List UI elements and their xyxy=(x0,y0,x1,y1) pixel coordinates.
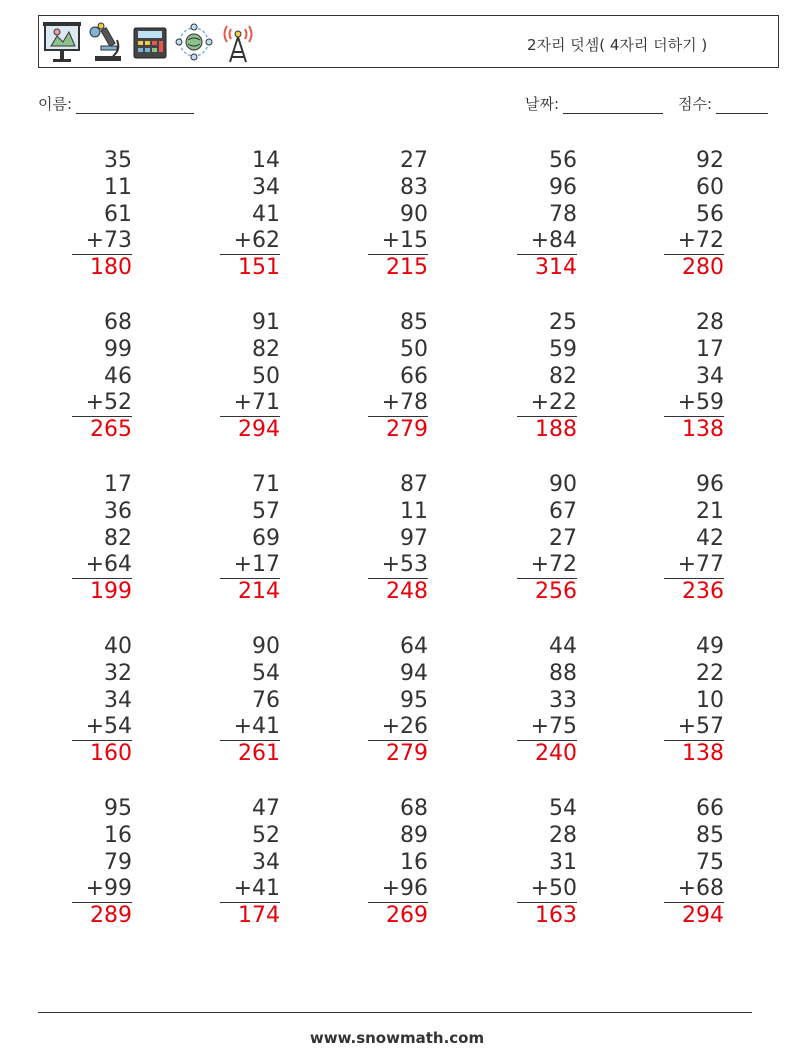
plus-addend: +17 xyxy=(220,552,280,579)
answer: 138 xyxy=(682,417,724,443)
addend: 16 xyxy=(104,822,132,848)
addend: 50 xyxy=(400,336,428,362)
addend: 78 xyxy=(549,201,577,227)
addend: 40 xyxy=(104,634,132,659)
addition-problem xyxy=(72,634,132,768)
addend: 31 xyxy=(549,849,577,875)
addition-problem xyxy=(517,310,577,444)
addition-problem xyxy=(220,148,280,282)
addend: 90 xyxy=(400,201,428,227)
addend: 28 xyxy=(696,310,724,335)
addend: 34 xyxy=(104,687,132,713)
addition-problem xyxy=(664,148,724,282)
answer: 294 xyxy=(682,903,724,929)
addition-problem xyxy=(517,634,577,768)
addend: 68 xyxy=(104,310,132,335)
addend: 82 xyxy=(104,525,132,551)
addend: 17 xyxy=(104,472,132,497)
addend: 75 xyxy=(696,849,724,875)
answer: 248 xyxy=(386,579,428,605)
addend: 54 xyxy=(252,660,280,686)
addend: 44 xyxy=(549,634,577,659)
addend: 17 xyxy=(696,336,724,362)
addend: 89 xyxy=(400,822,428,848)
footer-site: www.snowmath.com xyxy=(309,1029,485,1047)
plus-addend: +78 xyxy=(368,390,428,417)
date-label: 날짜: xyxy=(525,95,560,113)
addend: 22 xyxy=(696,660,724,686)
answer: 279 xyxy=(386,417,428,443)
addend: 27 xyxy=(400,148,428,173)
addend: 27 xyxy=(549,525,577,551)
addend: 95 xyxy=(400,687,428,713)
addition-problem xyxy=(72,148,132,282)
addition-problem xyxy=(368,634,428,768)
worksheet-title: 2자리 덧셈( 4자리 더하기 ) xyxy=(527,36,708,54)
answer: 215 xyxy=(386,255,428,281)
answer: 151 xyxy=(238,255,280,281)
addend: 11 xyxy=(104,174,132,200)
answer: 163 xyxy=(535,903,577,929)
addend: 95 xyxy=(104,796,132,821)
addend: 67 xyxy=(549,498,577,524)
plus-addend: +15 xyxy=(368,228,428,255)
addend: 34 xyxy=(252,849,280,875)
addend: 60 xyxy=(696,174,724,200)
addend: 94 xyxy=(400,660,428,686)
addend: 68 xyxy=(400,796,428,821)
plus-addend: +50 xyxy=(517,876,577,903)
addend: 49 xyxy=(696,634,724,659)
answer: 314 xyxy=(535,255,577,281)
addition-problem xyxy=(517,148,577,282)
addition-problem xyxy=(664,310,724,444)
plus-addend: +54 xyxy=(72,714,132,741)
addend: 56 xyxy=(696,201,724,227)
addition-problem xyxy=(220,310,280,444)
addend: 36 xyxy=(104,498,132,524)
answer: 214 xyxy=(238,579,280,605)
addend: 64 xyxy=(400,634,428,659)
addend: 59 xyxy=(549,336,577,362)
addend: 71 xyxy=(252,472,280,497)
answer: 261 xyxy=(238,741,280,767)
addend: 97 xyxy=(400,525,428,551)
answer: 265 xyxy=(90,417,132,443)
addend: 96 xyxy=(549,174,577,200)
addend: 10 xyxy=(696,687,724,713)
plus-addend: +71 xyxy=(220,390,280,417)
addend: 34 xyxy=(252,174,280,200)
addend: 69 xyxy=(252,525,280,551)
plus-addend: +96 xyxy=(368,876,428,903)
addend: 87 xyxy=(400,472,428,497)
addend: 79 xyxy=(104,849,132,875)
addend: 35 xyxy=(104,148,132,173)
addend: 66 xyxy=(696,796,724,821)
answer: 289 xyxy=(90,903,132,929)
addition-problem xyxy=(517,472,577,606)
addend: 57 xyxy=(252,498,280,524)
addend: 16 xyxy=(400,849,428,875)
addition-problem xyxy=(220,472,280,606)
answer: 188 xyxy=(535,417,577,443)
answer: 240 xyxy=(535,741,577,767)
addend: 33 xyxy=(549,687,577,713)
addend: 46 xyxy=(104,363,132,389)
answer: 180 xyxy=(90,255,132,281)
addend: 88 xyxy=(549,660,577,686)
plus-addend: +75 xyxy=(517,714,577,741)
addend: 91 xyxy=(252,310,280,335)
name-label: 이름: xyxy=(38,95,73,113)
plus-addend: +26 xyxy=(368,714,428,741)
plus-addend: +77 xyxy=(664,552,724,579)
answer: 280 xyxy=(682,255,724,281)
addition-problem xyxy=(72,310,132,444)
addition-problem xyxy=(220,796,280,930)
answer: 269 xyxy=(386,903,428,929)
addend: 28 xyxy=(549,822,577,848)
addition-problem xyxy=(664,472,724,606)
plus-addend: +72 xyxy=(517,552,577,579)
addend: 11 xyxy=(400,498,428,524)
plus-addend: +53 xyxy=(368,552,428,579)
addition-problem xyxy=(517,796,577,930)
addition-problem xyxy=(220,634,280,768)
footer-divider xyxy=(38,1012,752,1013)
addition-problem xyxy=(368,148,428,282)
score-label: 점수: xyxy=(678,95,713,113)
plus-addend: +41 xyxy=(220,876,280,903)
addend: 34 xyxy=(696,363,724,389)
answer: 160 xyxy=(90,741,132,767)
answer: 294 xyxy=(238,417,280,443)
addition-problem xyxy=(368,796,428,930)
addition-problem xyxy=(664,634,724,768)
addend: 52 xyxy=(252,822,280,848)
answer: 199 xyxy=(90,579,132,605)
addend: 32 xyxy=(104,660,132,686)
plus-addend: +62 xyxy=(220,228,280,255)
addend: 85 xyxy=(696,822,724,848)
addend: 61 xyxy=(104,201,132,227)
addend: 99 xyxy=(104,336,132,362)
addend: 25 xyxy=(549,310,577,335)
plus-addend: +22 xyxy=(517,390,577,417)
answer: 174 xyxy=(238,903,280,929)
addend: 21 xyxy=(696,498,724,524)
addition-problem xyxy=(368,310,428,444)
addend: 96 xyxy=(696,472,724,497)
plus-addend: +59 xyxy=(664,390,724,417)
plus-addend: +52 xyxy=(72,390,132,417)
addition-problem xyxy=(72,472,132,606)
plus-addend: +72 xyxy=(664,228,724,255)
plus-addend: +99 xyxy=(72,876,132,903)
answer: 236 xyxy=(682,579,724,605)
addend: 14 xyxy=(252,148,280,173)
addend: 90 xyxy=(252,634,280,659)
addend: 47 xyxy=(252,796,280,821)
addend: 85 xyxy=(400,310,428,335)
addend: 76 xyxy=(252,687,280,713)
addend: 83 xyxy=(400,174,428,200)
plus-addend: +57 xyxy=(664,714,724,741)
answer: 256 xyxy=(535,579,577,605)
answer: 279 xyxy=(386,741,428,767)
addend: 54 xyxy=(549,796,577,821)
addend: 56 xyxy=(549,148,577,173)
addition-problem xyxy=(368,472,428,606)
addition-problem xyxy=(72,796,132,930)
addend: 82 xyxy=(549,363,577,389)
plus-addend: +64 xyxy=(72,552,132,579)
addend: 92 xyxy=(696,148,724,173)
plus-addend: +41 xyxy=(220,714,280,741)
addition-problem xyxy=(664,796,724,930)
addend: 50 xyxy=(252,363,280,389)
plus-addend: +84 xyxy=(517,228,577,255)
plus-addend: +68 xyxy=(664,876,724,903)
plus-addend: +73 xyxy=(72,228,132,255)
addend: 66 xyxy=(400,363,428,389)
answer: 138 xyxy=(682,741,724,767)
addend: 90 xyxy=(549,472,577,497)
addend: 82 xyxy=(252,336,280,362)
addend: 42 xyxy=(696,525,724,551)
addend: 41 xyxy=(252,201,280,227)
